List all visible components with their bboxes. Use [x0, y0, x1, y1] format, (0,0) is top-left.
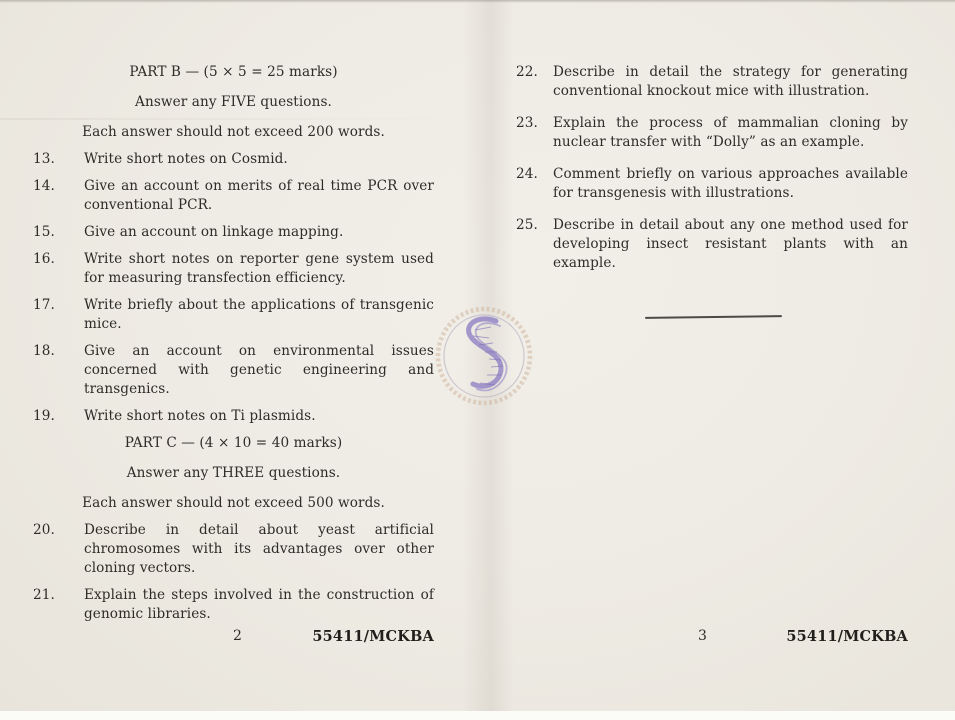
left-page-footer [33, 627, 434, 647]
left-paper-code: 55411/MCKBA [312, 628, 434, 645]
question-number: 16. [33, 251, 55, 267]
question-item-14 [33, 177, 434, 215]
part-b-heading: PART B — (5 × 5 = 25 marks) [129, 64, 338, 80]
question-item-18 [33, 342, 434, 399]
question-text: Describe in detail about any one method used for developing insect resistant plants with an example. [553, 217, 908, 271]
question-item-22 [516, 63, 908, 101]
question-text: Explain the steps involved in the construction of genomic libraries. [84, 587, 434, 622]
left-page-number: 2 [233, 628, 243, 644]
part-c-heading: PART C — (4 × 10 = 40 marks) [124, 435, 343, 451]
right-page [516, 63, 908, 286]
question-item-23 [516, 114, 908, 152]
question-text: Describe in detail about yeast artificial chromosomes with its advantages over other cloning vectors. [84, 522, 434, 576]
question-number: 23. [516, 115, 538, 131]
section-divider-rule [645, 315, 782, 319]
question-text: Write briefly about the applications of transgenic mice. [84, 297, 434, 332]
question-number: 24. [516, 166, 538, 182]
question-item-25 [516, 216, 908, 273]
question-item-17 [33, 296, 434, 334]
part-b-instruction: Answer any FIVE questions. [135, 94, 332, 110]
part-c-instruction: Answer any THREE questions. [126, 465, 341, 481]
right-paper-code: 55411/MCKBA [786, 628, 908, 645]
question-text: Write short notes on reporter gene system used for measuring transfection efficiency. [84, 251, 434, 286]
scan-bottom-edge [0, 711, 955, 720]
question-number: 22. [516, 64, 538, 80]
question-text: Write short notes on Ti plasmids. [84, 408, 316, 424]
question-item-20 [33, 521, 434, 578]
question-number: 14. [33, 178, 55, 194]
question-item-21 [33, 586, 434, 624]
question-text: Describe in detail the strategy for generating conventional knockout mice with illustration. [553, 64, 908, 99]
right-page-number: 3 [698, 628, 708, 644]
question-text: Give an account on linkage mapping. [84, 224, 344, 240]
question-item-15 [33, 223, 434, 242]
question-text: Give an account on merits of real time PCR over conventional PCR. [84, 178, 434, 213]
question-number: 15. [33, 224, 55, 240]
part-c-note: Each answer should not exceed 500 words. [82, 495, 385, 511]
question-item-16 [33, 250, 434, 288]
page-fold [462, 0, 514, 720]
question-number: 21. [33, 587, 55, 603]
part-b-note: Each answer should not exceed 200 words. [82, 124, 385, 140]
question-number: 18. [33, 343, 55, 359]
question-item-24 [516, 165, 908, 203]
left-page [33, 63, 434, 632]
question-text: Write short notes on Cosmid. [84, 151, 288, 167]
question-number: 13. [33, 151, 55, 167]
question-text: Explain the process of mammalian cloning by nuclear transfer with “Dolly” as an example. [553, 115, 908, 150]
right-page-footer [516, 627, 908, 647]
question-item-19 [33, 407, 434, 426]
question-text: Comment briefly on various approaches available for transgenesis with illustrations. [553, 166, 908, 201]
question-number: 19. [33, 408, 55, 424]
question-number: 25. [516, 217, 538, 233]
question-text: Give an account on environmental issues concerned with genetic engineering and transgenics. [84, 343, 434, 397]
question-number: 17. [33, 297, 55, 313]
question-item-13 [33, 150, 434, 169]
question-number: 20. [33, 522, 55, 538]
